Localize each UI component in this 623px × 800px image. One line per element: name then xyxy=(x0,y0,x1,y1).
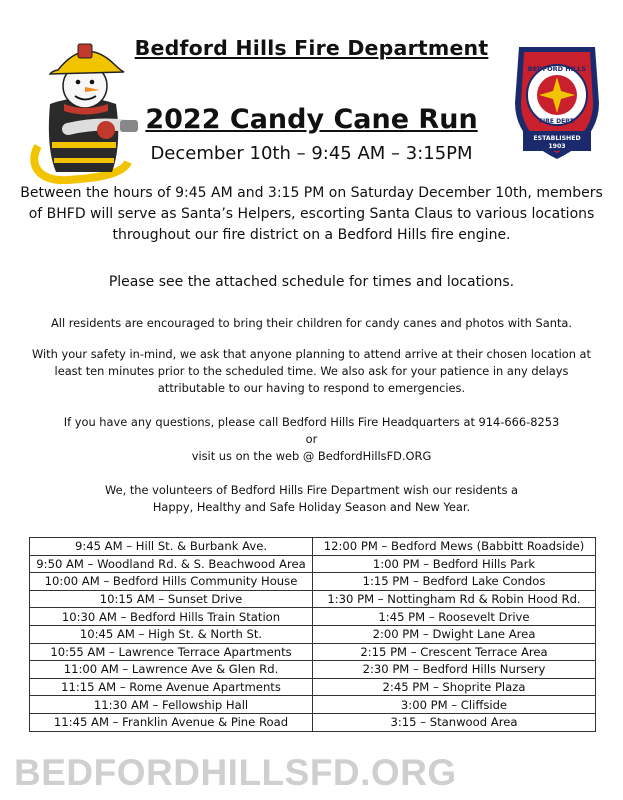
schedule-row xyxy=(30,555,596,573)
schedule-cell-morning: 10:55 AM – Lawrence Terrace Apartments xyxy=(30,643,313,661)
schedule-row xyxy=(30,661,596,679)
volunteers-line-2: Happy, Healthy and Safe Holiday Season and New Year. xyxy=(152,500,471,514)
schedule-cell-morning: 10:00 AM – Bedford Hills Community House xyxy=(30,573,313,591)
schedule-row xyxy=(30,696,596,714)
residents-text: All residents are encouraged to bring their children for candy canes and photos with Santa. xyxy=(50,316,573,330)
schedule-row xyxy=(30,608,596,626)
volunteers-line-1: We, the volunteers of Bedford Hills Fire Department wish our residents a xyxy=(104,483,518,497)
schedule-cell-morning: 10:45 AM – High St. & North St. xyxy=(30,625,313,643)
schedule-cell-afternoon: 3:15 – Stanwood Area xyxy=(313,713,596,731)
schedule-cell-morning: 11:15 AM – Rome Avenue Apartments xyxy=(30,678,313,696)
schedule-cell-afternoon: 2:45 PM – Shoprite Plaza xyxy=(313,678,596,696)
schedule-row xyxy=(30,643,596,661)
schedule-cell-afternoon: 2:00 PM – Dwight Lane Area xyxy=(313,625,596,643)
contact-block xyxy=(20,414,603,465)
or-text: or xyxy=(305,432,318,446)
schedule-cell-morning: 11:30 AM – Fellowship Hall xyxy=(30,696,313,714)
schedule-cell-afternoon: 2:15 PM – Crescent Terrace Area xyxy=(313,643,596,661)
schedule-cell-afternoon: 3:00 PM – Cliffside xyxy=(313,696,596,714)
schedule-cell-morning: 9:50 AM – Woodland Rd. & S. Beachwood Area xyxy=(30,555,313,573)
schedule-cell-afternoon: 1:45 PM – Roosevelt Drive xyxy=(313,608,596,626)
schedule-row xyxy=(30,625,596,643)
website-url-watermark: BEDFORDHILLSFD.ORG xyxy=(14,752,457,793)
schedule-cell-afternoon: 1:30 PM – Nottingham Rd & Robin Hood Rd. xyxy=(313,590,596,608)
schedule-row xyxy=(30,538,596,556)
schedule-cell-morning: 9:45 AM – Hill St. & Burbank Ave. xyxy=(30,538,313,556)
safety-paragraph: With your safety in-mind, we ask that anyone planning to attend arrive at their chosen location at least ten minutes prior to the scheduled time. We also ask for your patience in any delays attributable to our having to respond to emergencies. xyxy=(31,347,591,395)
schedule-cell-afternoon: 12:00 PM – Bedford Mews (Babbitt Roadside) xyxy=(313,538,596,556)
schedule-table xyxy=(29,537,596,732)
badge-middle-text: FIRE DEPT. xyxy=(538,118,576,125)
website-text[interactable]: visit us on the web @ BedfordHillsFD.ORG xyxy=(191,449,432,463)
event-date: December 10th – 9:45 AM – 3:15PM xyxy=(150,143,473,164)
event-title: 2022 Candy Cane Run xyxy=(145,104,478,135)
badge-established-year: 1903 xyxy=(548,143,566,150)
schedule-cell-morning: 10:15 AM – Sunset Drive xyxy=(30,590,313,608)
schedule-cell-afternoon: 1:00 PM – Bedford Hills Park xyxy=(313,555,596,573)
see-schedule-text: Please see the attached schedule for times and locations. xyxy=(108,274,515,290)
schedule-cell-afternoon: 1:15 PM – Bedford Lake Condos xyxy=(313,573,596,591)
schedule-cell-afternoon: 2:30 PM – Bedford Hills Nursery xyxy=(313,661,596,679)
badge-established-label: ESTABLISHED xyxy=(533,135,581,142)
volunteers-message xyxy=(20,482,603,516)
schedule-row xyxy=(30,678,596,696)
schedule-row xyxy=(30,713,596,731)
schedule-cell-morning: 11:00 AM – Lawrence Ave & Glen Rd. xyxy=(30,661,313,679)
schedule-row xyxy=(30,590,596,608)
schedule-row xyxy=(30,573,596,591)
organization-title: Bedford Hills Fire Department xyxy=(134,36,489,60)
badge-top-text: BEDFORD HILLS xyxy=(527,65,587,73)
questions-text: If you have any questions, please call Bedford Hills Fire Headquarters at 914-666-8253 xyxy=(63,415,560,429)
schedule-cell-morning: 10:30 AM – Bedford Hills Train Station xyxy=(30,608,313,626)
schedule-cell-morning: 11:45 AM – Franklin Avenue & Pine Road xyxy=(30,713,313,731)
intro-paragraph: Between the hours of 9:45 AM and 3:15 PM on Saturday December 10th, members of BHFD will serve as Santa’s Helpers, escorting Santa Claus to various locations throughout our fire district on a Bedford Hills fire engine. xyxy=(20,185,603,243)
